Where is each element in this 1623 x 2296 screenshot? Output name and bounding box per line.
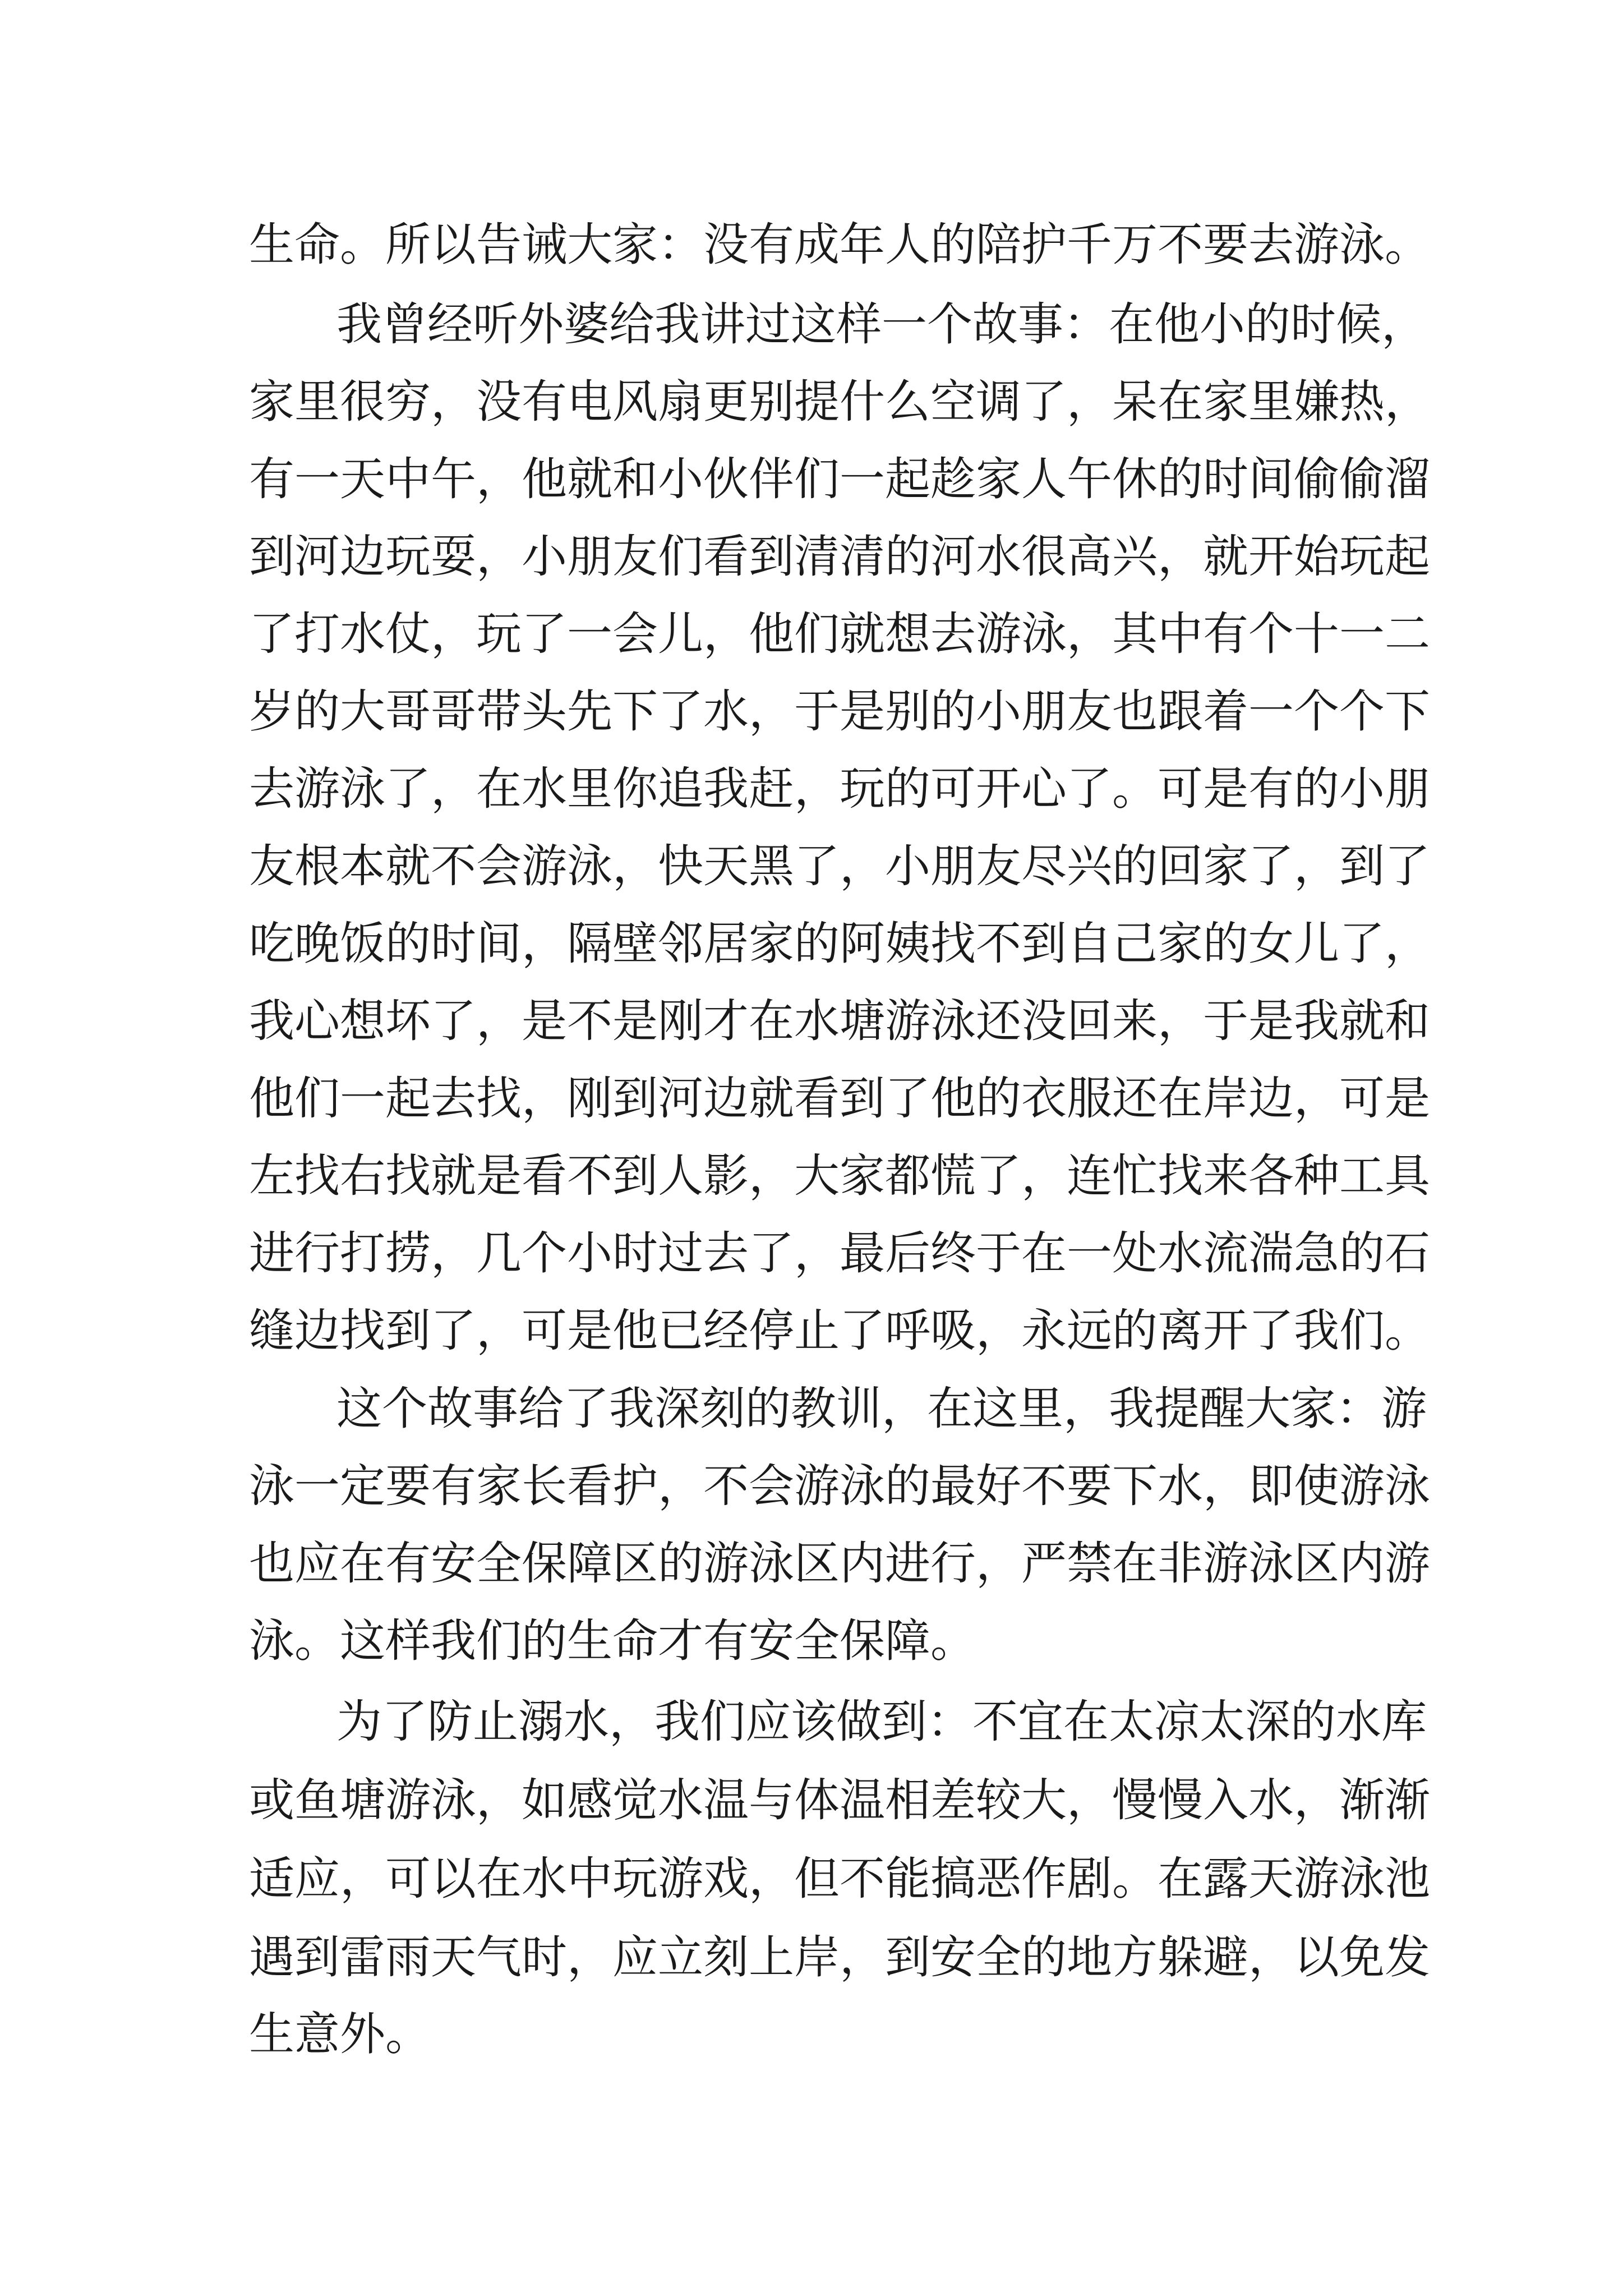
text-line: 进行打捞，几个小时过去了，最后终于在一处水流湍急的石 (249, 1227, 1431, 1280)
text-line: 也应在有安全保障区的游泳区内进行，严禁在非游泳区内游 (249, 1538, 1431, 1590)
text-line: 家里很穷，没有电风扇更别提什么空调了，呆在家里嫌热， (249, 376, 1431, 429)
text-line: 到河边玩耍，小朋友们看到清清的河水很高兴，就开始玩起 (249, 531, 1431, 583)
text-line: 他们一起去找，刚到河边就看到了他的衣服还在岸边，可是 (249, 1073, 1431, 1125)
text-line: 有一天中午，他就和小伙伴们一起趁家人午休的时间偷偷溜 (249, 453, 1431, 506)
text-line: 去游泳了，在水里你追我赶，玩的可开心了。可是有的小朋 (249, 763, 1431, 816)
text-line: 生命。所以告诫大家：没有成年人的陪护千万不要去游泳。 (249, 219, 1431, 272)
text-line: 岁的大哥哥带头先下了水，于是别的小朋友也跟着一个个下 (249, 685, 1431, 738)
text-line: 缝边找到了，可是他已经停止了呼吸，永远的离开了我们。 (249, 1305, 1431, 1358)
text-line: 泳一定要有家长看护，不会游泳的最好不要下水，即使游泳 (249, 1460, 1431, 1513)
text-line: 左找右找就是看不到人影，大家都慌了，连忙找来各种工具 (249, 1150, 1431, 1203)
paragraph-first-line: 我曾经听外婆给我讲过这样一个故事：在他小的时候， (336, 298, 1427, 351)
text-line: 友根本就不会游泳，快天黑了，小朋友尽兴的回家了，到了 (249, 840, 1431, 893)
text-line: 了打水仗，玩了一会儿，他们就想去游泳，其中有个十一二 (249, 608, 1431, 661)
text-line: 吃晚饭的时间，隔壁邻居家的阿姨找不到自己家的女儿了， (249, 918, 1431, 970)
text-line: 遇到雷雨天气时，应立刻上岸，到安全的地方躲避，以免发 (249, 1931, 1431, 1984)
text-line: 我心想坏了，是不是刚才在水塘游泳还没回来，于是我就和 (249, 995, 1431, 1048)
paragraph-first-line: 这个故事给了我深刻的教训，在这里，我提醒大家：游 (336, 1383, 1427, 1435)
text-line: 适应，可以在水中玩游戏，但不能搞恶作剧。在露天游泳池 (249, 1853, 1431, 1906)
text-line: 或鱼塘游泳，如感觉水温与体温相差较大，慢慢入水，渐渐 (249, 1774, 1431, 1827)
paragraph-last-line: 生意外。 (249, 2008, 431, 2061)
paragraph-last-line: 泳。这样我们的生命才有安全保障。 (249, 1615, 976, 1668)
paragraph-first-line: 为了防止溺水，我们应该做到：不宜在太凉太深的水库 (336, 1696, 1427, 1749)
